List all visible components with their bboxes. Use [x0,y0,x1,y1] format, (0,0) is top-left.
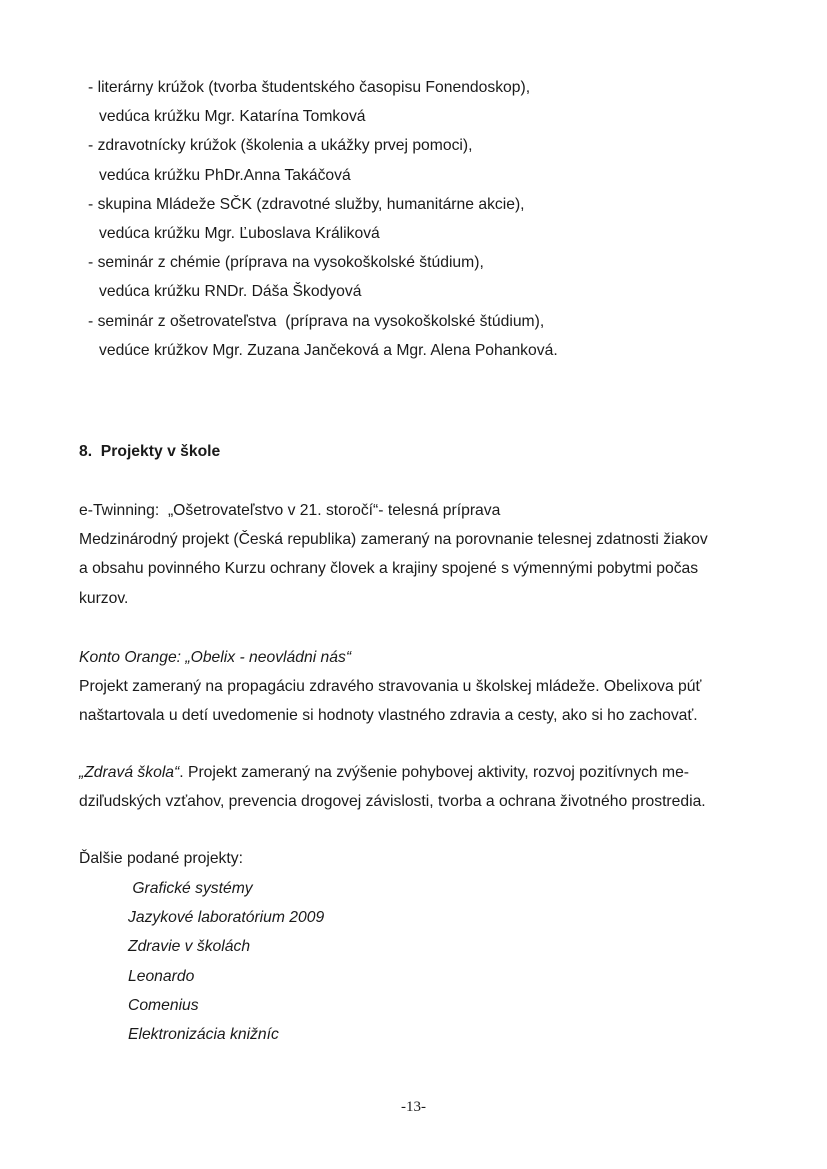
paragraph-etwinning [79,496,799,613]
etwinning-body-line: kurzov. [79,589,129,607]
club-item-line: - zdravotnícky krúžok (školenia a ukážky prvej pomoci), [88,137,473,155]
club-leader-line: vedúca krúžku Mgr. Ľuboslava Králiková [99,225,380,243]
page-number: -13- [401,1099,426,1115]
club-leader-line: vedúca krúžku PhDr.Anna Takáčová [99,166,351,184]
project-item: Elektronizácia knižníc [128,1026,279,1044]
paragraph-konto-orange [79,643,799,731]
konto-orange-body-line: Projekt zameraný na propagáciu zdravého stravovania u školskej mládeže. Obelixova púť [79,678,702,696]
club-leader-line: vedúca krúžku RNDr. Dáša Škodyová [99,283,362,301]
zdrava-skola-line2: dziľudských vzťahov, prevencia drogovej závislosti, tvorba a ochrana životného prostredia. [79,793,706,811]
club-item-line: - skupina Mládeže SČK (zdravotné služby, humanitárne akcie), [88,195,525,213]
etwinning-body-line: Medzinárodný projekt (Česká republika) zameraný na porovnanie telesnej zdatnosti žiakov [79,531,708,549]
club-item-line: - literárny krúžok (tvorba študentského časopisu Fonendoskop), [88,79,531,96]
other-projects-list [128,874,628,1049]
section-heading-projekty: 8. Projekty v škole [79,443,221,460]
etwinning-body-line: a obsahu povinného Kurzu ochrany človek a krajiny spojené s výmennými pobytmi počas [79,560,699,578]
club-leader-line: vedúce krúžkov Mgr. Zuzana Jančeková a Mgr. Alena Pohanková. [99,341,558,359]
clubs-list [88,73,788,365]
project-item: Leonardo [128,967,195,985]
club-item-line: - seminár z ošetrovateľstva (príprava na vysokoškolské štúdium), [88,312,545,330]
project-item: Zdravie v školách [128,938,251,956]
etwinning-title-line: e-Twinning: „Ošetrovateľstvo v 21. storočí“- telesná príprava [79,502,501,519]
project-item: Grafické systémy [128,880,253,897]
konto-orange-body-line: naštartovala u detí uvedomenie si hodnoty vlastného zdravia a cesty, ako si ho zachovať. [79,707,698,725]
project-item: Jazykové laboratórium 2009 [128,909,325,927]
other-projects-label: Ďalšie podané projekty: [79,850,243,867]
zdrava-skola-rest: . Projekt zameraný na zvýšenie pohybovej aktivity, rozvoj pozitívnych me- [179,764,690,781]
konto-orange-title: Konto Orange: „Obelix - neovládni nás“ [79,649,352,666]
club-item-line: - seminár z chémie (príprava na vysokoškolské štúdium), [88,254,484,272]
club-leader-line: vedúca krúžku Mgr. Katarína Tomková [99,108,366,126]
zdrava-skola-title: „Zdravá škola“ [79,764,180,781]
project-item: Comenius [128,996,199,1014]
paragraph-zdrava-skola [79,758,799,816]
zdrava-skola-line1 [79,758,799,787]
